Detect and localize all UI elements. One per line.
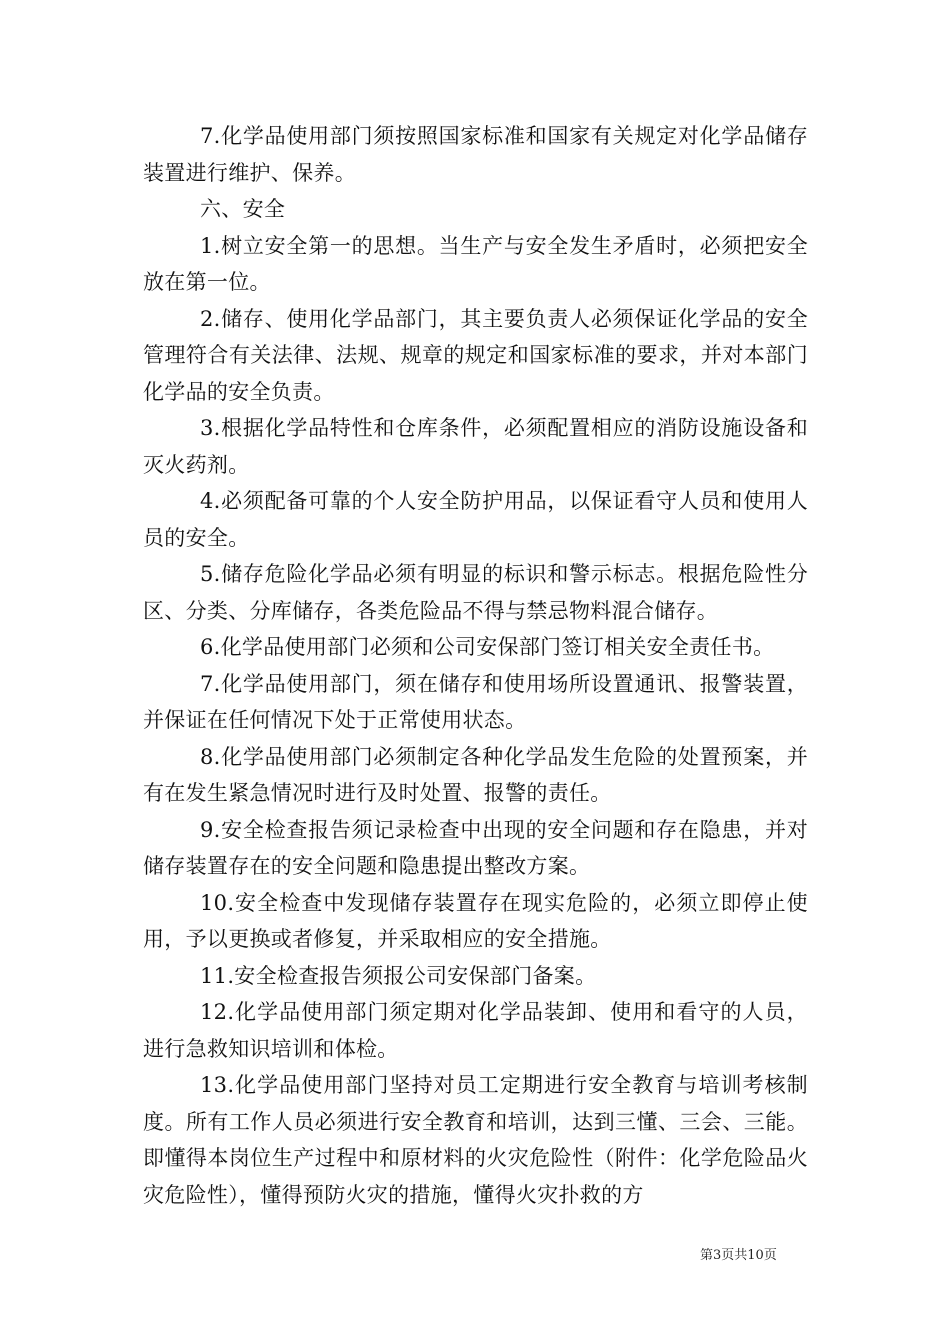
paragraph-item-9: 9.安全检查报告须记录检查中出现的安全问题和存在隐患，并对储存装置存在的安全问题和隐患提出整改方案。 bbox=[143, 817, 808, 878]
paragraph-item-3: 3.根据化学品特性和仓库条件，必须配置相应的消防设施设备和灭火药剂。 bbox=[143, 416, 808, 477]
paragraph-item-5: 5.储存危险化学品必须有明显的标识和警示标志。根据危险性分区、分类、分库储存，各类危险品不得与禁忌物料混合储存。 bbox=[143, 562, 808, 623]
paragraph-item-13: 13.化学品使用部门坚持对员工定期进行安全教育与培训考核制度。所有工作人员必须进行安全教育和培训，达到三懂、三会、三能。即懂得本岗位生产过程中和原材料的火灾危险性（附件：化学危险品火灾危险性），懂得预防火灾的措施，懂得火灾扑救的方 bbox=[143, 1073, 808, 1207]
paragraph-item-6: 6.化学品使用部门必须和公司安保部门签订相关安全责任书。 bbox=[200, 635, 775, 659]
paragraph-item-4: 4.必须配备可靠的个人安全防护用品，以保证看守人员和使用人员的安全。 bbox=[143, 489, 808, 550]
page-number-footer: 第3页共10页 bbox=[700, 1248, 777, 1263]
section-heading-safety: 六、安全 bbox=[200, 197, 286, 221]
paragraph-item-10: 10.安全检查中发现储存装置存在现实危险的，必须立即停止使用，予以更换或者修复，并采取相应的安全措施。 bbox=[143, 890, 808, 951]
document-body bbox=[143, 118, 808, 1213]
paragraph-item-12: 12.化学品使用部门须定期对化学品装卸、使用和看守的人员，进行急救知识培训和体检。 bbox=[143, 1000, 808, 1061]
paragraph-item-7: 7.化学品使用部门，须在储存和使用场所设置通讯、报警装置，并保证在任何情况下处于正常使用状态。 bbox=[143, 671, 808, 732]
paragraph-item-7-maintenance: 7.化学品使用部门须按照国家标准和国家有关规定对化学品储存装置进行维护、保养。 bbox=[143, 124, 808, 185]
paragraph-item-8: 8.化学品使用部门必须制定各种化学品发生危险的处置预案，并有在发生紧急情况时进行及时处置、报警的责任。 bbox=[143, 744, 808, 805]
paragraph-item-11: 11.安全检查报告须报公司安保部门备案。 bbox=[200, 963, 597, 988]
paragraph-item-2: 2.储存、使用化学品部门，其主要负责人必须保证化学品的安全管理符合有关法律、法规、规章的规定和国家标准的要求，并对本部门化学品的安全负责。 bbox=[143, 306, 808, 404]
paragraph-item-1: 1.树立安全第一的思想。当生产与安全发生矛盾时，必须把安全放在第一位。 bbox=[143, 233, 808, 294]
